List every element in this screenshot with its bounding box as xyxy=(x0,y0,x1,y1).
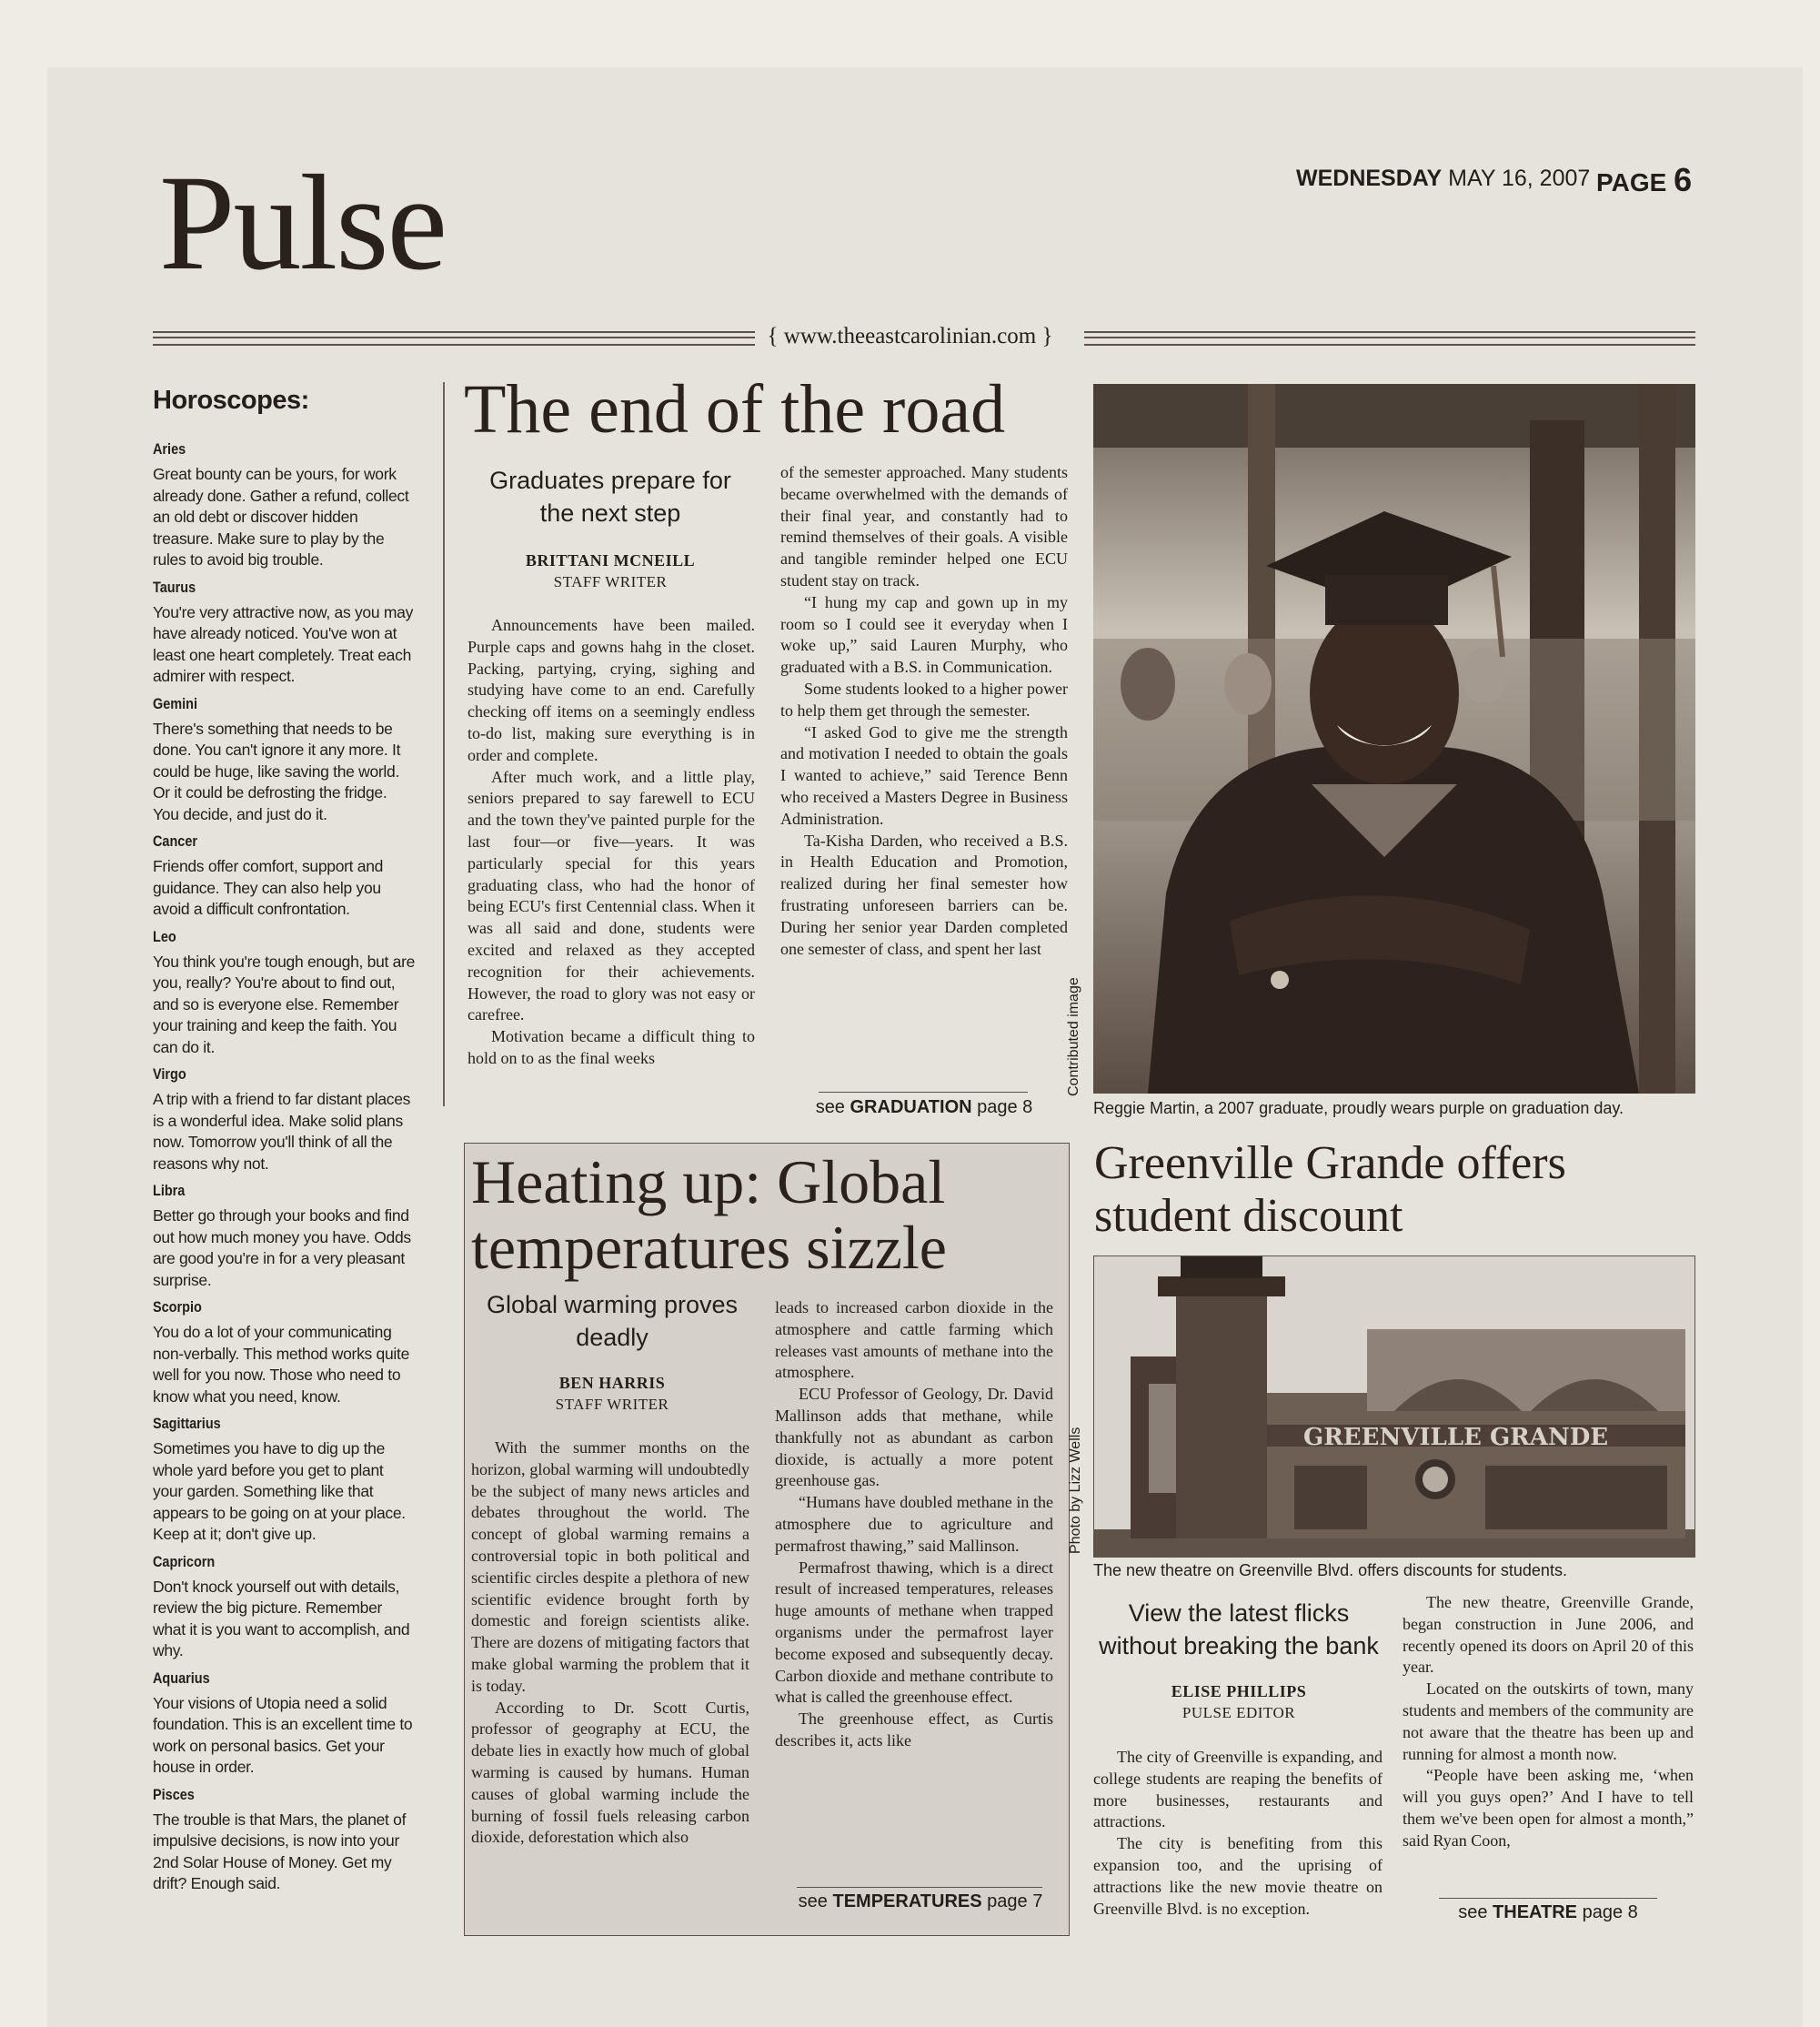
graduation-byline-role: STAFF WRITER xyxy=(553,573,668,590)
theatre-photo-credit: Photo by Lizz Wells xyxy=(1068,1427,1083,1554)
global-paragraph: According to Dr. Scott Curtis, professor of geography at ECU, the debate lies in exactly how much of global warming is caused by humans. Human causes of global warming include the burning of fossil fuels releasing carbon dioxide, deforestation which also xyxy=(471,1698,749,1847)
theatre-byline-role: PULSE EDITOR xyxy=(1181,1704,1296,1721)
graduation-deck: Graduates prepare for the next step xyxy=(489,467,731,527)
theatre-paragraph: The city of Greenville is expanding, and college students are reaping the benefits of more businesses, restaurants and attractions. xyxy=(1093,1748,1383,1831)
graduation-photo xyxy=(1093,384,1695,1094)
sign-aries: Aries xyxy=(153,440,186,458)
theatre-illustration xyxy=(1094,1256,1694,1557)
global-column-1 xyxy=(471,1437,749,1849)
graduation-byline: BRITTANI MCNEILL xyxy=(525,551,696,570)
graduation-paragraph: Some students looked to a higher power to help them get through the semester. xyxy=(780,679,1068,720)
theatre-column-2 xyxy=(1403,1592,1694,1852)
theatre-paragraph: “People have been asking me, ‘when will you guys open?’ And I have to tell them we've been open for almost a month,” said Ryan Coon, xyxy=(1403,1766,1694,1850)
sign-pisces: Pisces xyxy=(153,1785,195,1803)
graduation-headline[interactable]: The end of the road xyxy=(464,371,1006,448)
graduation-column-1 xyxy=(468,615,755,1070)
jump-word: TEMPERATURES xyxy=(832,1891,982,1911)
global-headline[interactable]: Heating up: Global temperatures sizzle xyxy=(471,1147,947,1282)
sign-capricorn-text: Don't knock yourself out with details, review the big picture. Remember what it is you want to accomplish, and why. xyxy=(153,1577,410,1659)
sign-capricorn: Capricorn xyxy=(153,1552,216,1570)
theatre-byline: ELISE PHILLIPS xyxy=(1171,1682,1307,1700)
global-paragraph: ECU Professor of Geology, Dr. David Mallinson adds that methane, while thankfully not as abundant as carbon dioxide, is actually a more potent greenhouse gas. xyxy=(775,1385,1053,1490)
sign-taurus: Taurus xyxy=(153,578,196,596)
sign-gemini: Gemini xyxy=(153,694,197,712)
sign-gemini-text: There's something that needs to be done. You can't ignore it any more. It could be huge, like saving the world. Or it could be defrosting the fridge. You decide, and just do it. xyxy=(153,719,401,823)
graduation-column-2 xyxy=(780,462,1068,960)
dateline xyxy=(1296,166,1590,192)
graduation-paragraph: “I hung my cap and gown up in my room so I could see it everyday when I woke up,” said Lauren Murphy, who graduated with a B.S. in Communication. xyxy=(780,592,1068,677)
sign-leo-text: You think you're tough enough, but are you, really? You're about to find out, and so is everyone else. Remember your training and keep the faith. You can do it. xyxy=(153,952,416,1056)
page-number xyxy=(1596,161,1692,199)
graduation-jump-rule xyxy=(819,1092,1028,1093)
graduation-photo-caption: Reggie Martin, a 2007 graduate, proudly wears purple on graduation day. xyxy=(1093,1099,1624,1117)
sign-cancer: Cancer xyxy=(153,832,197,850)
graduation-paragraph: Motivation became a difficult thing to hold on to as the final weeks xyxy=(468,1027,755,1067)
jump-page: page 8 xyxy=(977,1097,1033,1117)
sign-pisces-text: The trouble is that Mars, the planet of impulsive decisions, is now into your 2nd Solar House of Money. Get my drift? Enough said. xyxy=(153,1810,407,1892)
section-masthead: Pulse xyxy=(159,147,447,298)
sign-aries-text: Great bounty can be yours, for work already done. Gather a refund, collect an old debt or discover hidden treasure. Make sure to play by the rules to avoid big trouble. xyxy=(153,465,409,569)
graduation-paragraph: After much work, and a little play, seniors prepared to say farewell to ECU and the town they've painted purple for the last four—or five—years. It was particularly special for this years graduating class, who had the honor of being ECU's first Centennial class. When it was all said and done, students were excited and relaxed as they accepted recognition for their achievements. However, the road to glory was not easy or carefree. xyxy=(468,767,755,1024)
theatre-column-1 xyxy=(1093,1747,1383,1920)
global-paragraph: Permafrost thawing, which is a direct result of increased temperatures, releases huge amounts of methane when trapped organisms under the permafrost layer become exposed and subsequently decay. Carbon dioxide and methane contribute to what is called the greenhouse effect. xyxy=(775,1558,1053,1707)
horoscopes-list xyxy=(153,439,417,1901)
jump-see: see xyxy=(815,1097,845,1117)
theatre-deck: View the latest flicks without breaking the bank xyxy=(1099,1599,1379,1659)
sign-cancer-text: Friends offer comfort, support and guidance. They can also help you avoid a difficult confrontation. xyxy=(153,857,384,918)
sign-aquarius: Aquarius xyxy=(153,1669,210,1687)
sign-virgo-text: A trip with a friend to far distant places is a wonderful idea. Make solid plans now. Tomorrow you'll think of all the reasons why not. xyxy=(153,1090,411,1173)
theatre-jump-link[interactable] xyxy=(1403,1902,1694,1923)
graduation-paragraph: of the semester approached. Many students became overwhelmed with the demands of their final year, and constantly had to remind themselves of their goals. A visible and tangible reminder helped one ECU student stay on track. xyxy=(780,463,1068,590)
page-number-value: 6 xyxy=(1674,161,1693,198)
sign-libra: Libra xyxy=(153,1182,186,1199)
graduation-photo-credit: Contributed image xyxy=(1066,977,1081,1096)
global-paragraph: With the summer months on the horizon, global warming will undoubtedly be the subject of many news articles and debates throughout the world. The concept of global warming remains a controversial topic in both political and scientific circles despite a plethora of new scientific evidence brought forth by domestic and foreign scientists alike. There are dozens of mitigating factors that make global warming the problem that it is today. xyxy=(471,1438,749,1695)
column-divider xyxy=(443,382,445,1106)
global-jump-rule xyxy=(797,1887,1042,1888)
theatre-paragraph: The new theatre, Greenville Grande, began construction in June 2006, and recently opened its doors on April 20 of this year. xyxy=(1403,1593,1694,1677)
global-column-2 xyxy=(775,1297,1053,1752)
global-paragraph: “Humans have doubled methane in the atmosphere due to agriculture and permafrost thawing,” said Mallinson. xyxy=(775,1493,1053,1555)
theatre-photo-caption: The new theatre on Greenville Blvd. offers discounts for students. xyxy=(1093,1561,1567,1579)
sign-virgo: Virgo xyxy=(153,1065,186,1083)
global-byline-role: STAFF WRITER xyxy=(555,1396,669,1413)
sign-sagittarius: Sagittarius xyxy=(153,1415,221,1432)
jump-page: page 8 xyxy=(1582,1902,1638,1922)
theatre-sign-text: GREENVILLE GRANDE xyxy=(1303,1424,1609,1451)
jump-page: page 7 xyxy=(987,1891,1043,1911)
sign-aquarius-text: Your visions of Utopia need a solid foundation. This is an excellent time to work on personal basics. Get your house in order. xyxy=(153,1693,413,1776)
jump-word: THEATRE xyxy=(1493,1902,1578,1922)
graduation-paragraph: Announcements have been mailed. Purple caps and gowns hahg in the closet. Packing, partying, crying, sighing and studying have come to an end. Carefully checking off items on a seemingly endless to-do list, making sure everything is in order and complete. xyxy=(468,616,755,764)
graduation-jump-link[interactable] xyxy=(780,1097,1068,1118)
theatre-jump-rule xyxy=(1439,1898,1657,1899)
website-url[interactable]: { www.theeastcarolinian.com } xyxy=(767,324,1053,348)
global-byline: BEN HARRIS xyxy=(558,1374,666,1392)
theatre-paragraph: The city is benefiting from this expansion too, and the uprising of attractions like the new movie theatre on Greenville Blvd. is no exception. xyxy=(1093,1834,1383,1918)
graduation-paragraph: Ta-Kisha Darden, who received a B.S. in Health Education and Promotion, realized during her final semester how frustrating unforeseen barriers can be. During her senior year Darden completed one semester of class, and spent her last xyxy=(780,831,1068,958)
sign-sagittarius-text: Sometimes you have to dig up the whole yard before you get to plant your garden. Something like that appears to be going on at your place. Keep at it; don't give up. xyxy=(153,1439,406,1543)
sign-taurus-text: You're very attractive now, as you may have already noticed. You've won at least one heart completely. Treat each admirer with respect. xyxy=(153,602,414,685)
jump-see: see xyxy=(1458,1902,1488,1922)
theatre-headline[interactable]: Greenville Grande offers student discount xyxy=(1094,1137,1566,1242)
global-jump-link[interactable] xyxy=(775,1891,1066,1912)
horoscopes-title: Horoscopes: xyxy=(153,386,309,415)
page-label: PAGE xyxy=(1596,168,1667,197)
sign-scorpio: Scorpio xyxy=(153,1298,202,1316)
sign-leo: Leo xyxy=(153,927,176,945)
global-paragraph: The greenhouse effect, as Curtis describes it, acts like xyxy=(775,1709,1053,1750)
jump-see: see xyxy=(798,1891,828,1911)
jump-word: GRADUATION xyxy=(850,1097,972,1117)
global-paragraph: leads to increased carbon dioxide in the atmosphere and cattle farming which releases vast amounts of methane into the atmosphere. xyxy=(775,1298,1053,1382)
theatre-paragraph: Located on the outskirts of town, many students and members of the community are not aware that the theatre has been up and running for almost a month now. xyxy=(1403,1679,1694,1763)
sign-libra-text: Better go through your books and find out how much money you have. Odds are good you're in for a very pleasant surprise. xyxy=(153,1206,411,1289)
dateline-day: WEDNESDAY xyxy=(1296,166,1443,191)
dateline-date: MAY 16, 2007 xyxy=(1448,166,1591,191)
graduate-illustration xyxy=(1093,384,1695,1094)
graduation-paragraph: “I asked God to give me the strength and motivation I needed to obtain the goals I wanted to achieve,” said Terence Benn who received a Masters Degree in Business Administration. xyxy=(780,722,1068,828)
theatre-photo xyxy=(1093,1256,1695,1558)
sign-scorpio-text: You do a lot of your communicating non-verbally. This method works quite well for you now. Those who need to know what you need, know. xyxy=(153,1323,409,1406)
global-deck: Global warming proves deadly xyxy=(486,1291,739,1351)
